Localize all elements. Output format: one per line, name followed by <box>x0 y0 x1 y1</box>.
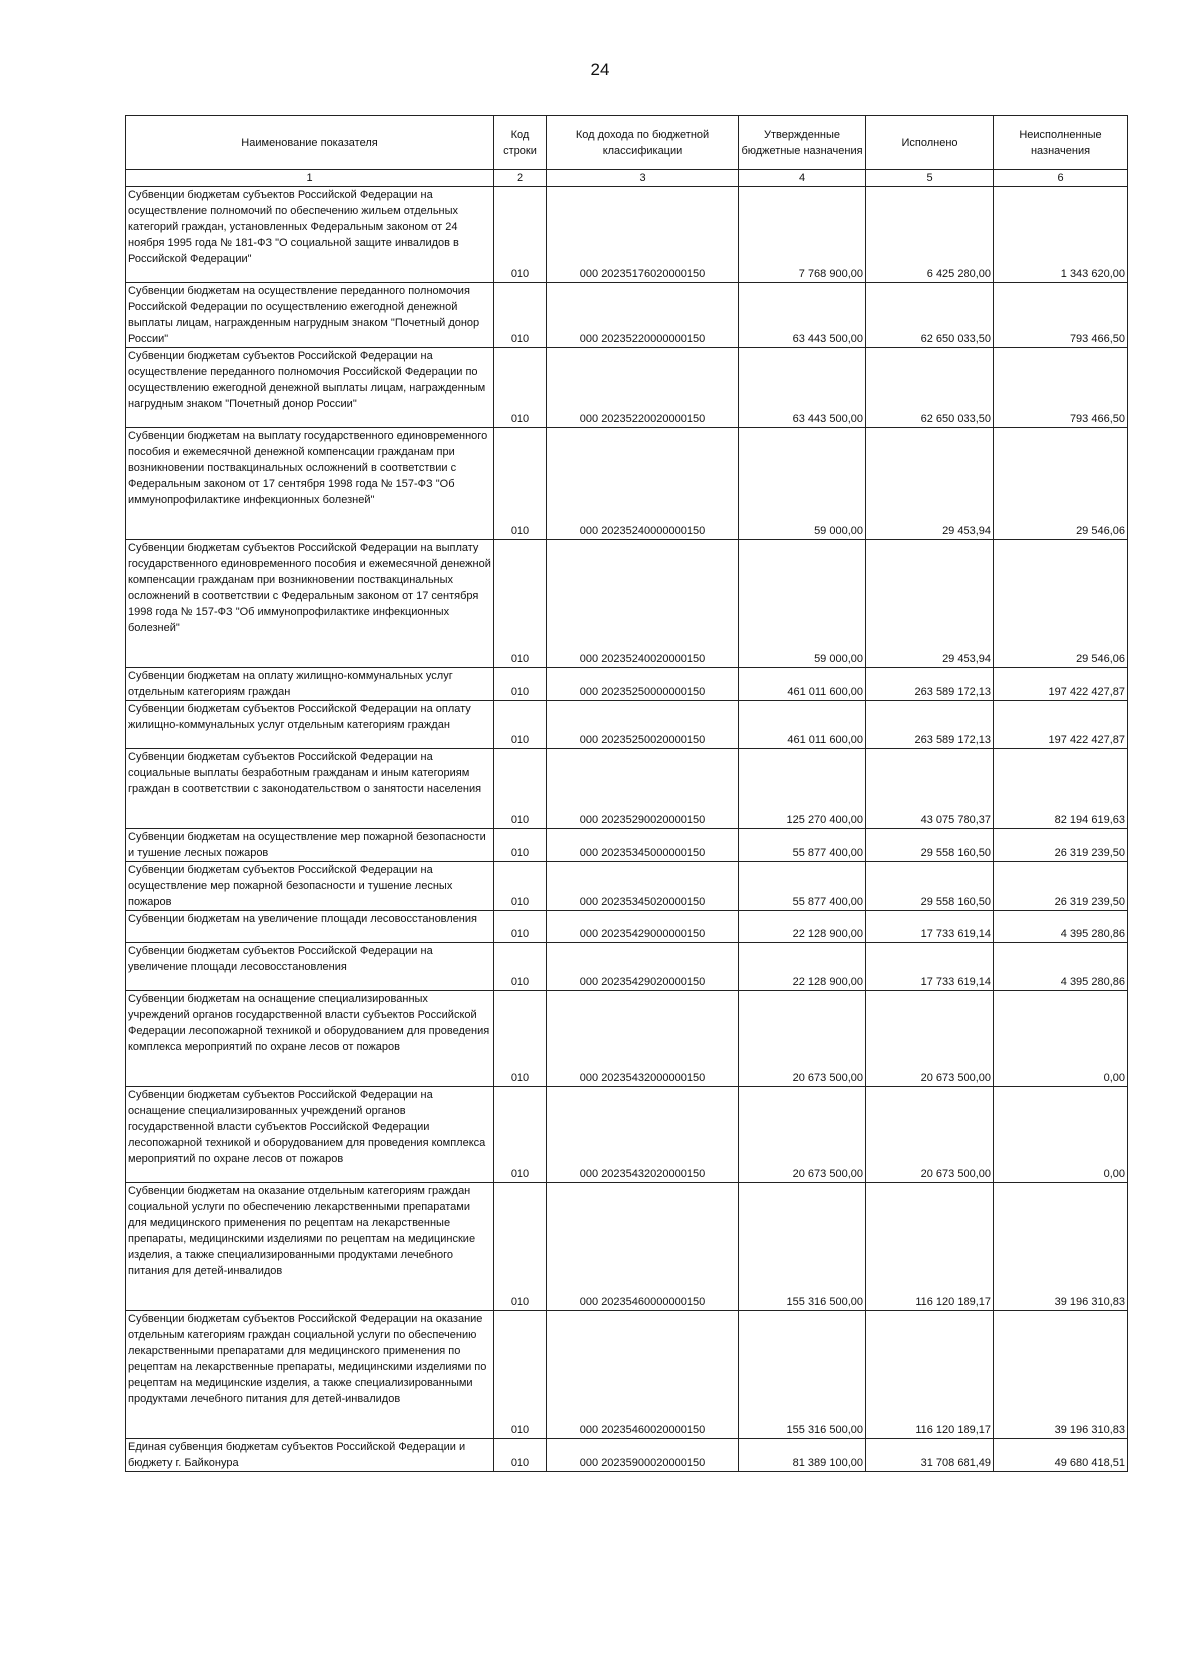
income-code-cell: 000 20235432020000150 <box>547 1087 739 1183</box>
executed-cell: 43 075 780,37 <box>866 749 994 829</box>
line-code-cell: 010 <box>494 862 547 911</box>
executed-cell: 62 650 033,50 <box>866 348 994 428</box>
table-row <box>126 540 1128 668</box>
header-approved: Утвержденные бюджетные назначения <box>739 116 866 170</box>
approved-cell: 461 011 600,00 <box>739 701 866 749</box>
header-name: Наименование показателя <box>126 116 494 170</box>
table-row <box>126 991 1128 1087</box>
approved-cell: 59 000,00 <box>739 428 866 540</box>
indicator-name: Субвенции бюджетам субъектов Российской Федерации на осуществление переданного полномочия Российской Федерации по осуществлению ежегодной денежной выплаты лицам, награжденным нагрудным знаком "Почетный донор России" <box>126 348 494 428</box>
income-code-cell: 000 20235220020000150 <box>547 348 739 428</box>
executed-cell: 263 589 172,13 <box>866 701 994 749</box>
column-number: 5 <box>866 170 994 187</box>
approved-cell: 22 128 900,00 <box>739 911 866 943</box>
line-code-cell: 010 <box>494 829 547 862</box>
indicator-name: Субвенции бюджетам субъектов Российской Федерации на оказание отдельным категориям граждан социальной услуги по обеспечению лекарственными препаратами для медицинского применения по рецептам на лекарственные препараты, медицинскими изделиями по рецептам на медицинские изделия, а также специализированными продуктами лечебного питания для детей-инвалидов <box>126 1311 494 1439</box>
unexecuted-cell: 49 680 418,51 <box>994 1439 1128 1472</box>
line-code-cell: 010 <box>494 1311 547 1439</box>
indicator-name: Субвенции бюджетам субъектов Российской Федерации на увеличение площади лесовосстановления <box>126 943 494 991</box>
executed-cell: 20 673 500,00 <box>866 1087 994 1183</box>
executed-cell: 17 733 619,14 <box>866 911 994 943</box>
indicator-name: Субвенции бюджетам на осуществление мер пожарной безопасности и тушение лесных пожаров <box>126 829 494 862</box>
indicator-name: Единая субвенция бюджетам субъектов Российской Федерации и бюджету г. Байконура <box>126 1439 494 1472</box>
indicator-name: Субвенции бюджетам на увеличение площади лесовосстановления <box>126 911 494 943</box>
approved-cell: 81 389 100,00 <box>739 1439 866 1472</box>
line-code-cell: 010 <box>494 187 547 283</box>
table-row <box>126 701 1128 749</box>
column-number: 2 <box>494 170 547 187</box>
budget-table <box>125 115 1128 1472</box>
line-code-cell: 010 <box>494 428 547 540</box>
table-row <box>126 428 1128 540</box>
column-number-row <box>126 170 1128 187</box>
unexecuted-cell: 0,00 <box>994 1087 1128 1183</box>
table-row <box>126 283 1128 348</box>
approved-cell: 59 000,00 <box>739 540 866 668</box>
income-code-cell: 000 20235900020000150 <box>547 1439 739 1472</box>
income-code-cell: 000 20235460020000150 <box>547 1311 739 1439</box>
unexecuted-cell: 793 466,50 <box>994 283 1128 348</box>
table-row <box>126 862 1128 911</box>
table-row <box>126 829 1128 862</box>
table-row <box>126 1087 1128 1183</box>
approved-cell: 461 011 600,00 <box>739 668 866 701</box>
approved-cell: 22 128 900,00 <box>739 943 866 991</box>
income-code-cell: 000 20235250000000150 <box>547 668 739 701</box>
table-row <box>126 1439 1128 1472</box>
income-code-cell: 000 20235429000000150 <box>547 911 739 943</box>
executed-cell: 29 558 160,50 <box>866 829 994 862</box>
unexecuted-cell: 26 319 239,50 <box>994 829 1128 862</box>
income-code-cell: 000 20235240020000150 <box>547 540 739 668</box>
line-code-cell: 010 <box>494 540 547 668</box>
unexecuted-cell: 29 546,06 <box>994 540 1128 668</box>
table-row <box>126 348 1128 428</box>
table-row <box>126 1311 1128 1439</box>
table-row <box>126 668 1128 701</box>
income-code-cell: 000 20235429020000150 <box>547 943 739 991</box>
column-number: 4 <box>739 170 866 187</box>
executed-cell: 62 650 033,50 <box>866 283 994 348</box>
table-row <box>126 943 1128 991</box>
approved-cell: 125 270 400,00 <box>739 749 866 829</box>
executed-cell: 6 425 280,00 <box>866 187 994 283</box>
header-income-code: Код дохода по бюджетной классификации <box>547 116 739 170</box>
income-code-cell: 000 20235176020000150 <box>547 187 739 283</box>
header-line-code: Код строки <box>494 116 547 170</box>
approved-cell: 155 316 500,00 <box>739 1183 866 1311</box>
approved-cell: 55 877 400,00 <box>739 862 866 911</box>
column-number: 6 <box>994 170 1128 187</box>
income-code-cell: 000 20235250020000150 <box>547 701 739 749</box>
unexecuted-cell: 26 319 239,50 <box>994 862 1128 911</box>
page-number: 24 <box>590 60 610 79</box>
line-code-cell: 010 <box>494 943 547 991</box>
income-code-cell: 000 20235290020000150 <box>547 749 739 829</box>
unexecuted-cell: 4 395 280,86 <box>994 943 1128 991</box>
indicator-name: Субвенции бюджетам на оказание отдельным категориям граждан социальной услуги по обеспечению лекарственными препаратами для медицинского применения по рецептам на лекарственные препараты, медицинскими изделиями по рецептам на медицинские изделия, а также специализированными продуктами лечебного питания для детей-инвалидов <box>126 1183 494 1311</box>
unexecuted-cell: 4 395 280,86 <box>994 911 1128 943</box>
executed-cell: 116 120 189,17 <box>866 1311 994 1439</box>
header-unexecuted: Неисполненные назначения <box>994 116 1128 170</box>
indicator-name: Субвенции бюджетам субъектов Российской Федерации на оплату жилищно-коммунальных услуг отдельным категориям граждан <box>126 701 494 749</box>
executed-cell: 116 120 189,17 <box>866 1183 994 1311</box>
indicator-name: Субвенции бюджетам на выплату государственного единовременного пособия и ежемесячной денежной компенсации гражданам при возникновении поствакцинальных осложнений в соответствии с Федеральным законом от 17 сентября 1998 года № 157-ФЗ "Об иммунопрофилактике инфекционных болезней" <box>126 428 494 540</box>
header-row <box>126 116 1128 170</box>
line-code-cell: 010 <box>494 701 547 749</box>
executed-cell: 263 589 172,13 <box>866 668 994 701</box>
unexecuted-cell: 793 466,50 <box>994 348 1128 428</box>
line-code-cell: 010 <box>494 668 547 701</box>
line-code-cell: 010 <box>494 911 547 943</box>
indicator-name: Субвенции бюджетам субъектов Российской Федерации на выплату государственного единовременного пособия и ежемесячной денежной компенсации гражданам при возникновении поствакцинальных осложнений в соответствии с Федеральным законом от 17 сентября 1998 года № 157-ФЗ "Об иммунопрофилактике инфекционных болезней" <box>126 540 494 668</box>
line-code-cell: 010 <box>494 749 547 829</box>
approved-cell: 55 877 400,00 <box>739 829 866 862</box>
indicator-name: Субвенции бюджетам субъектов Российской Федерации на осуществление полномочий по обеспечению жильем отдельных категорий граждан, установленных Федеральным законом от 24 ноября 1995 года № 181-ФЗ "О социальной защите инвалидов в Российской Федерации" <box>126 187 494 283</box>
approved-cell: 63 443 500,00 <box>739 348 866 428</box>
indicator-name: Субвенции бюджетам субъектов Российской Федерации на осуществление мер пожарной безопасности и тушение лесных пожаров <box>126 862 494 911</box>
unexecuted-cell: 82 194 619,63 <box>994 749 1128 829</box>
line-code-cell: 010 <box>494 1183 547 1311</box>
column-number: 1 <box>126 170 494 187</box>
line-code-cell: 010 <box>494 1439 547 1472</box>
income-code-cell: 000 20235432000000150 <box>547 991 739 1087</box>
income-code-cell: 000 20235460000000150 <box>547 1183 739 1311</box>
unexecuted-cell: 1 343 620,00 <box>994 187 1128 283</box>
unexecuted-cell: 0,00 <box>994 991 1128 1087</box>
column-number: 3 <box>547 170 739 187</box>
unexecuted-cell: 29 546,06 <box>994 428 1128 540</box>
unexecuted-cell: 39 196 310,83 <box>994 1311 1128 1439</box>
approved-cell: 155 316 500,00 <box>739 1311 866 1439</box>
table-row <box>126 749 1128 829</box>
table-row <box>126 911 1128 943</box>
unexecuted-cell: 197 422 427,87 <box>994 701 1128 749</box>
income-code-cell: 000 20235345020000150 <box>547 862 739 911</box>
approved-cell: 20 673 500,00 <box>739 991 866 1087</box>
line-code-cell: 010 <box>494 991 547 1087</box>
approved-cell: 20 673 500,00 <box>739 1087 866 1183</box>
income-code-cell: 000 20235240000000150 <box>547 428 739 540</box>
executed-cell: 29 453,94 <box>866 540 994 668</box>
indicator-name: Субвенции бюджетам на осуществление переданного полномочия Российской Федерации по осуществлению ежегодной денежной выплаты лицам, награжденным нагрудным знаком "Почетный донор России" <box>126 283 494 348</box>
executed-cell: 17 733 619,14 <box>866 943 994 991</box>
approved-cell: 63 443 500,00 <box>739 283 866 348</box>
unexecuted-cell: 39 196 310,83 <box>994 1183 1128 1311</box>
header-executed: Исполнено <box>866 116 994 170</box>
line-code-cell: 010 <box>494 1087 547 1183</box>
indicator-name: Субвенции бюджетам субъектов Российской Федерации на социальные выплаты безработным гражданам и иным категориям граждан в соответствии с законодательством о занятости населения <box>126 749 494 829</box>
executed-cell: 29 453,94 <box>866 428 994 540</box>
approved-cell: 7 768 900,00 <box>739 187 866 283</box>
income-code-cell: 000 20235345000000150 <box>547 829 739 862</box>
executed-cell: 29 558 160,50 <box>866 862 994 911</box>
indicator-name: Субвенции бюджетам на оплату жилищно-коммунальных услуг отдельным категориям граждан <box>126 668 494 701</box>
unexecuted-cell: 197 422 427,87 <box>994 668 1128 701</box>
table-row <box>126 1183 1128 1311</box>
executed-cell: 31 708 681,49 <box>866 1439 994 1472</box>
executed-cell: 20 673 500,00 <box>866 991 994 1087</box>
line-code-cell: 010 <box>494 348 547 428</box>
table-body <box>126 187 1128 1472</box>
line-code-cell: 010 <box>494 283 547 348</box>
income-code-cell: 000 20235220000000150 <box>547 283 739 348</box>
indicator-name: Субвенции бюджетам субъектов Российской Федерации на оснащение специализированных учреждений органов государственной власти субъектов Российской Федерации лесопожарной техникой и оборудованием для проведения комплекса мероприятий по охране лесов от пожаров <box>126 1087 494 1183</box>
indicator-name: Субвенции бюджетам на оснащение специализированных учреждений органов государственной власти субъектов Российской Федерации лесопожарной техникой и оборудованием для проведения комплекса мероприятий по охране лесов от пожаров <box>126 991 494 1087</box>
table-row <box>126 187 1128 283</box>
